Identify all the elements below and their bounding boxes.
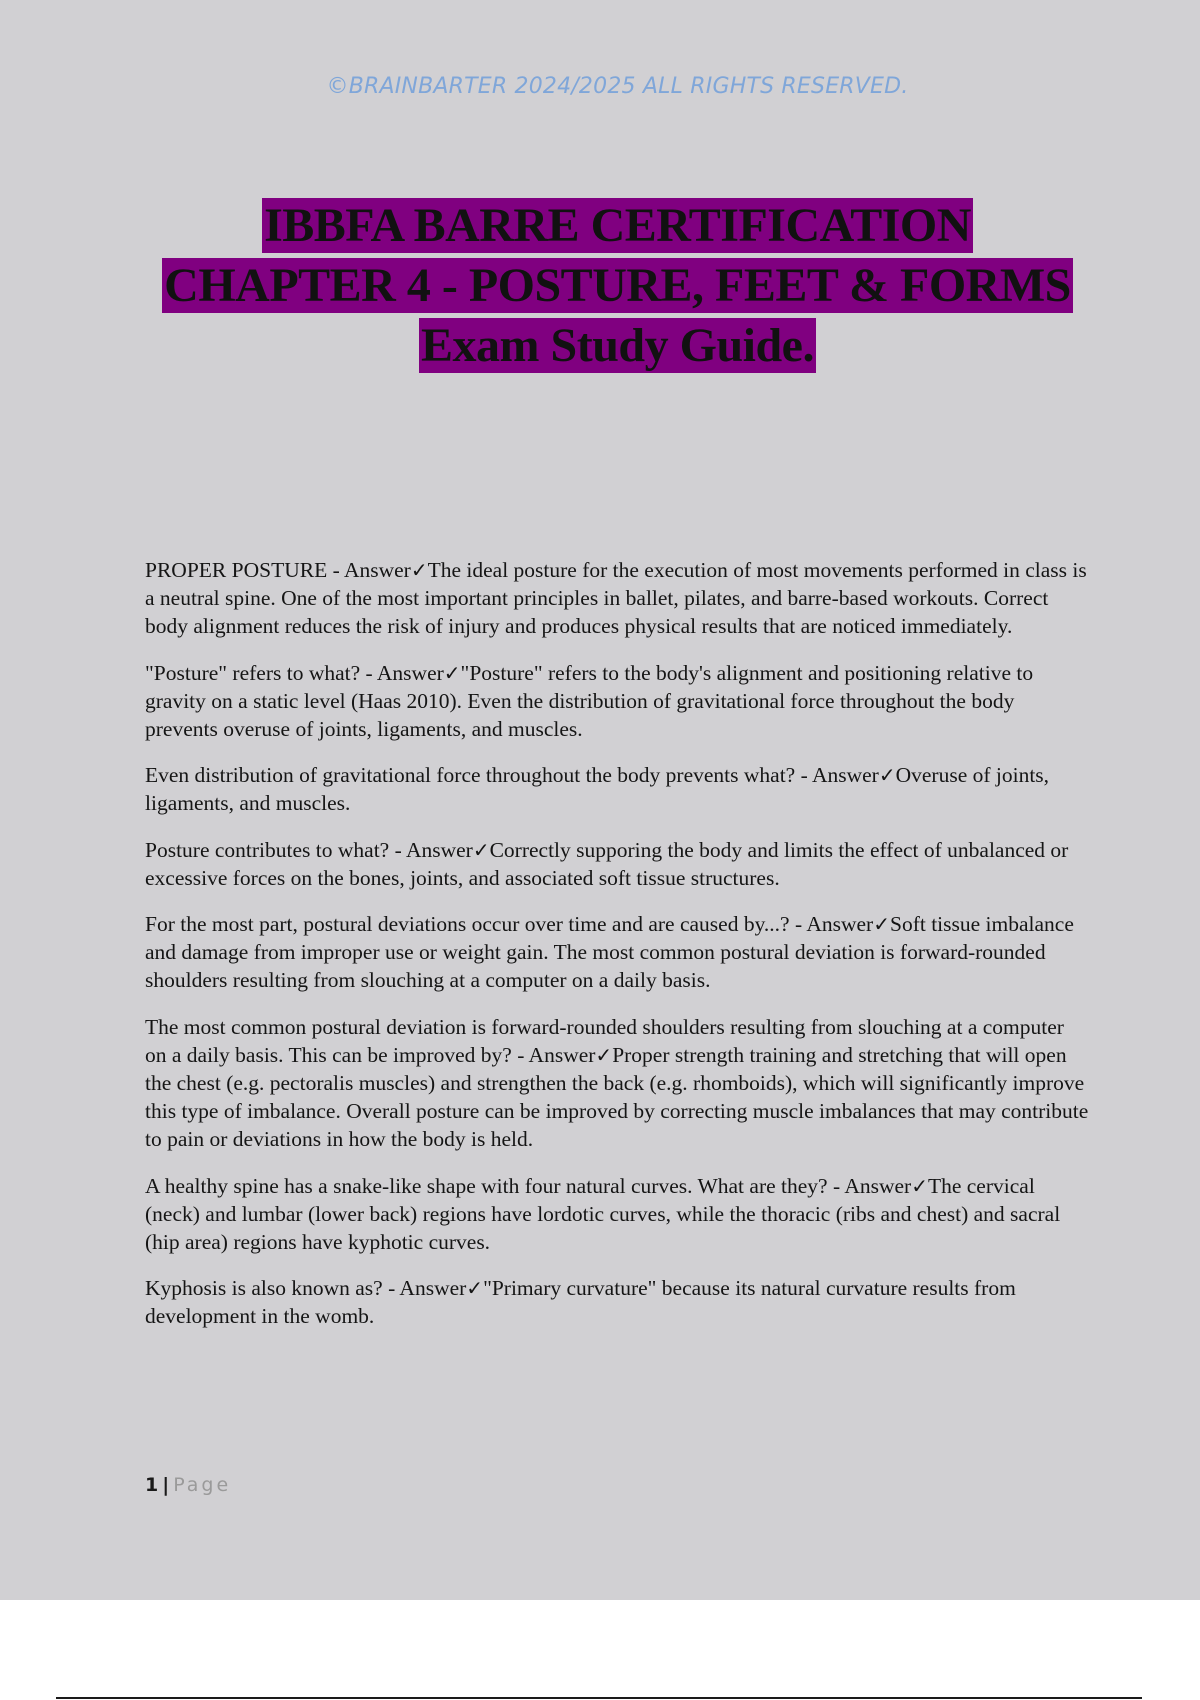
answer-text: The ideal posture for the execution of most movements performed in class is a neutral spine. One of the most important principles in ballet, pilates, and barre-based workouts. Correct body alignment reduces the risk of injury and produces physical results that are noticed immediately. (145, 558, 1087, 639)
answer-label: Answer (806, 912, 874, 937)
checkmark-icon: ✓ (443, 660, 461, 685)
qa-separator: - (789, 912, 807, 937)
document-title (0, 198, 1200, 378)
answer-text: Soft tissue imbalance and damage from improper use or weight gain. The most common postural deviation is forward-rounded shoulders resulting from slouching at a computer on a daily basis. (145, 912, 1074, 993)
copyright-header: ©BRAINBARTER 2024/2025 ALL RIGHTS RESERVED. (326, 74, 909, 99)
answer-text: Overuse of joints, ligaments, and muscles. (145, 763, 1050, 816)
checkmark-icon: ✓ (911, 1173, 928, 1198)
title-line-1: IBBFA BARRE CERTIFICATION (264, 199, 971, 252)
footer-separator: | (162, 1474, 170, 1496)
qa-item (145, 1274, 1090, 1330)
qa-separator: - (511, 1042, 529, 1067)
checkmark-icon: ✓ (873, 912, 890, 937)
answer-label: Answer (376, 660, 444, 685)
question-text: The most common postural deviation is forward-rounded shoulders resulting from slouching at a computer on a daily basis. This can be improved by? (145, 1014, 1064, 1067)
question-text: Even distribution of gravitational force throughout the body prevents what? (145, 763, 796, 788)
qa-separator: - (389, 837, 406, 862)
checkmark-icon: ✓ (410, 558, 428, 582)
answer-text: "Primary curvature" because its natural curvature results from development in the womb. (145, 1276, 1016, 1329)
answer-label: Answer (528, 1042, 596, 1067)
checkmark-icon: ✓ (595, 1042, 613, 1067)
qa-separator: - (382, 1276, 400, 1301)
qa-list (145, 556, 1090, 1349)
question-text: For the most part, postural deviations occur over time and are caused by...? (145, 912, 790, 937)
answer-label: Answer (811, 763, 879, 788)
question-text: Posture contributes to what? (145, 837, 390, 862)
qa-item (145, 1172, 1090, 1257)
checkmark-icon: ✓ (472, 837, 490, 862)
answer-text: Proper strength training and stretching that will open the chest (e.g. pectoralis muscles) and strengthen the back (e.g. rhomboids), which will significantly improve this type of imbalance. Overall posture can be improved by correcting muscle imbalances that may contribute to pain or deviations in how the body is held. (145, 1042, 1089, 1152)
page-footer (145, 1474, 231, 1496)
qa-separator: - (360, 660, 377, 685)
qa-item (145, 659, 1090, 744)
question-text: "Posture" refers to what? (145, 660, 361, 685)
answer-label: Answer (399, 1276, 467, 1301)
page-label: Page (173, 1474, 232, 1496)
qa-separator: - (327, 558, 344, 582)
qa-separator: - (827, 1173, 845, 1198)
qa-separator: - (795, 763, 812, 788)
answer-text: "Posture" refers to the body's alignment and positioning relative to gravity on a static level (Haas 2010). Even the distribution of gravitational force throughout the body prevents overuse of joints, ligaments, and muscles. (145, 660, 1034, 742)
title-line-3: Exam Study Guide. (421, 319, 814, 372)
next-page-divider (56, 1697, 1142, 1699)
title-line (0, 258, 1200, 318)
checkmark-icon: ✓ (878, 763, 896, 788)
question-text: PROPER POSTURE (145, 558, 328, 582)
answer-label: Answer (844, 1173, 912, 1198)
qa-item (145, 1013, 1090, 1154)
qa-item (145, 556, 1090, 641)
checkmark-icon: ✓ (466, 1276, 484, 1301)
title-line (0, 318, 1200, 378)
answer-label: Answer (405, 837, 473, 862)
title-line (0, 198, 1200, 258)
qa-item (145, 761, 1090, 817)
qa-item (145, 910, 1090, 995)
qa-item (145, 836, 1090, 892)
question-text: Kyphosis is also known as? (145, 1276, 383, 1301)
title-line-2: CHAPTER 4 - POSTURE, FEET & FORMS (164, 259, 1071, 312)
answer-text: The cervical (neck) and lumbar (lower back) regions have lordotic curves, while the thoracic (ribs and chest) and sacral (hip area) regions have kyphotic curves. (145, 1173, 1061, 1255)
page-number: 1 (145, 1474, 159, 1496)
answer-text: Correctly supporing the body and limits the effect of unbalanced or excessive forces on the bones, joints, and associated soft tissue structures. (145, 837, 1069, 890)
question-text: A healthy spine has a snake-like shape with four natural curves. What are they? (145, 1173, 828, 1198)
answer-label: Answer (343, 558, 411, 582)
